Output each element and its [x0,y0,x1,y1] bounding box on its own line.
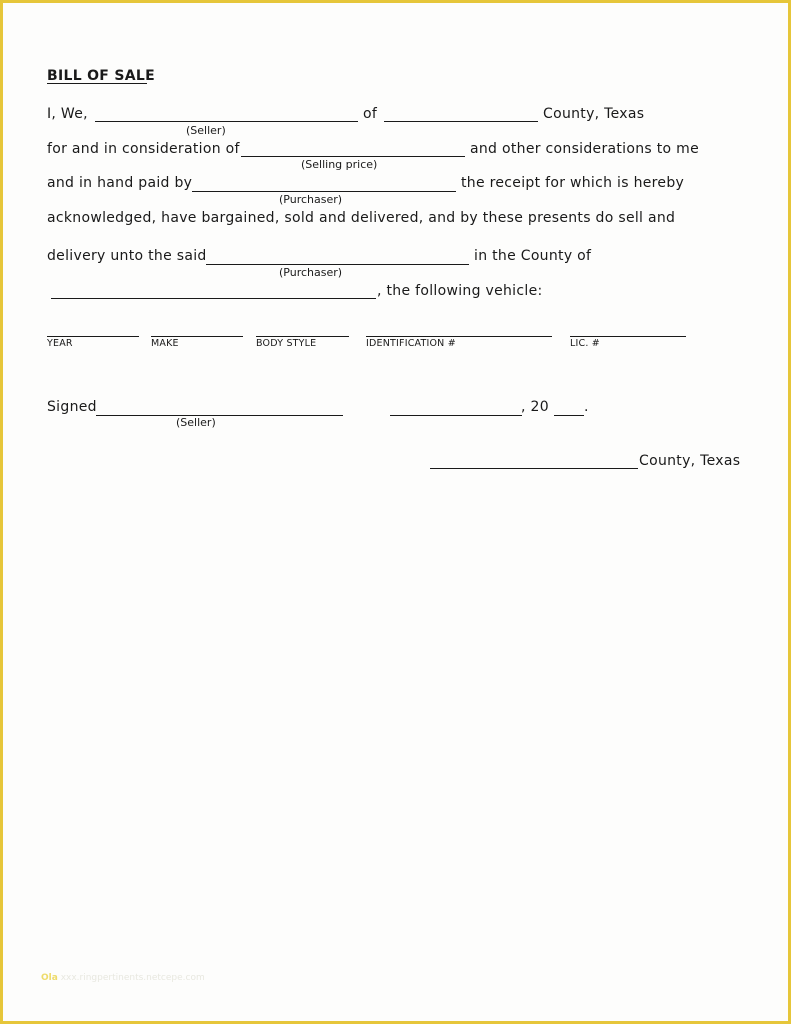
line5-start: delivery unto the said [47,248,207,264]
signature-seller-label: (Seller) [176,416,216,429]
line3-end: the receipt for which is hereby [461,175,685,191]
selling-price-label: (Selling price) [301,158,378,171]
identification-label: IDENTIFICATION # [366,338,456,349]
line5-end: in the County of [474,248,592,264]
purchaser-label-1: (Purchaser) [279,193,343,206]
year-field[interactable] [47,336,139,337]
watermark [41,973,205,983]
title-underline [47,83,147,84]
license-label: LIC. # [570,338,600,349]
watermark-brand: Ola [41,973,58,983]
body-style-label: BODY STYLE [256,338,317,349]
purchaser-label-2: (Purchaser) [279,266,343,279]
line1-of: of [363,106,378,122]
line2-end: and other considerations to me [470,141,700,157]
make-label: MAKE [151,338,179,349]
purchaser-paid-field[interactable] [192,191,456,192]
signed-label: Signed [47,399,97,415]
date-field[interactable] [390,415,522,416]
line1-start: I, We, [47,106,88,122]
purchaser-delivery-field[interactable] [206,264,469,265]
purchaser-county-field[interactable] [51,298,376,299]
line3-start: and in hand paid by [47,175,193,191]
year-suffix: . [584,399,589,415]
year-prefix: , 20 [521,399,549,415]
seller-signature-field[interactable] [96,415,343,416]
license-field[interactable] [570,336,686,337]
selling-price-field[interactable] [241,156,465,157]
year-label: YEAR [47,338,73,349]
line1-end: County, Texas [543,106,645,122]
year-field-sign[interactable] [554,415,584,416]
identification-field[interactable] [366,336,552,337]
footer-county-text: County, Texas [639,453,741,469]
make-field[interactable] [151,336,243,337]
line6-end: , the following vehicle: [377,283,543,299]
watermark-text: xxx.ringpertinents.netcepe.com [60,973,205,983]
body-style-field[interactable] [256,336,349,337]
seller-county-field[interactable] [384,121,538,122]
footer-county-field[interactable] [430,468,638,469]
seller-name-field[interactable] [95,121,358,122]
document-title: BILL OF SALE [47,68,155,84]
line4-text: acknowledged, have bargained, sold and delivered, and by these presents do sell and [47,210,676,226]
seller-label: (Seller) [186,124,226,137]
line2-start: for and in consideration of [47,141,240,157]
